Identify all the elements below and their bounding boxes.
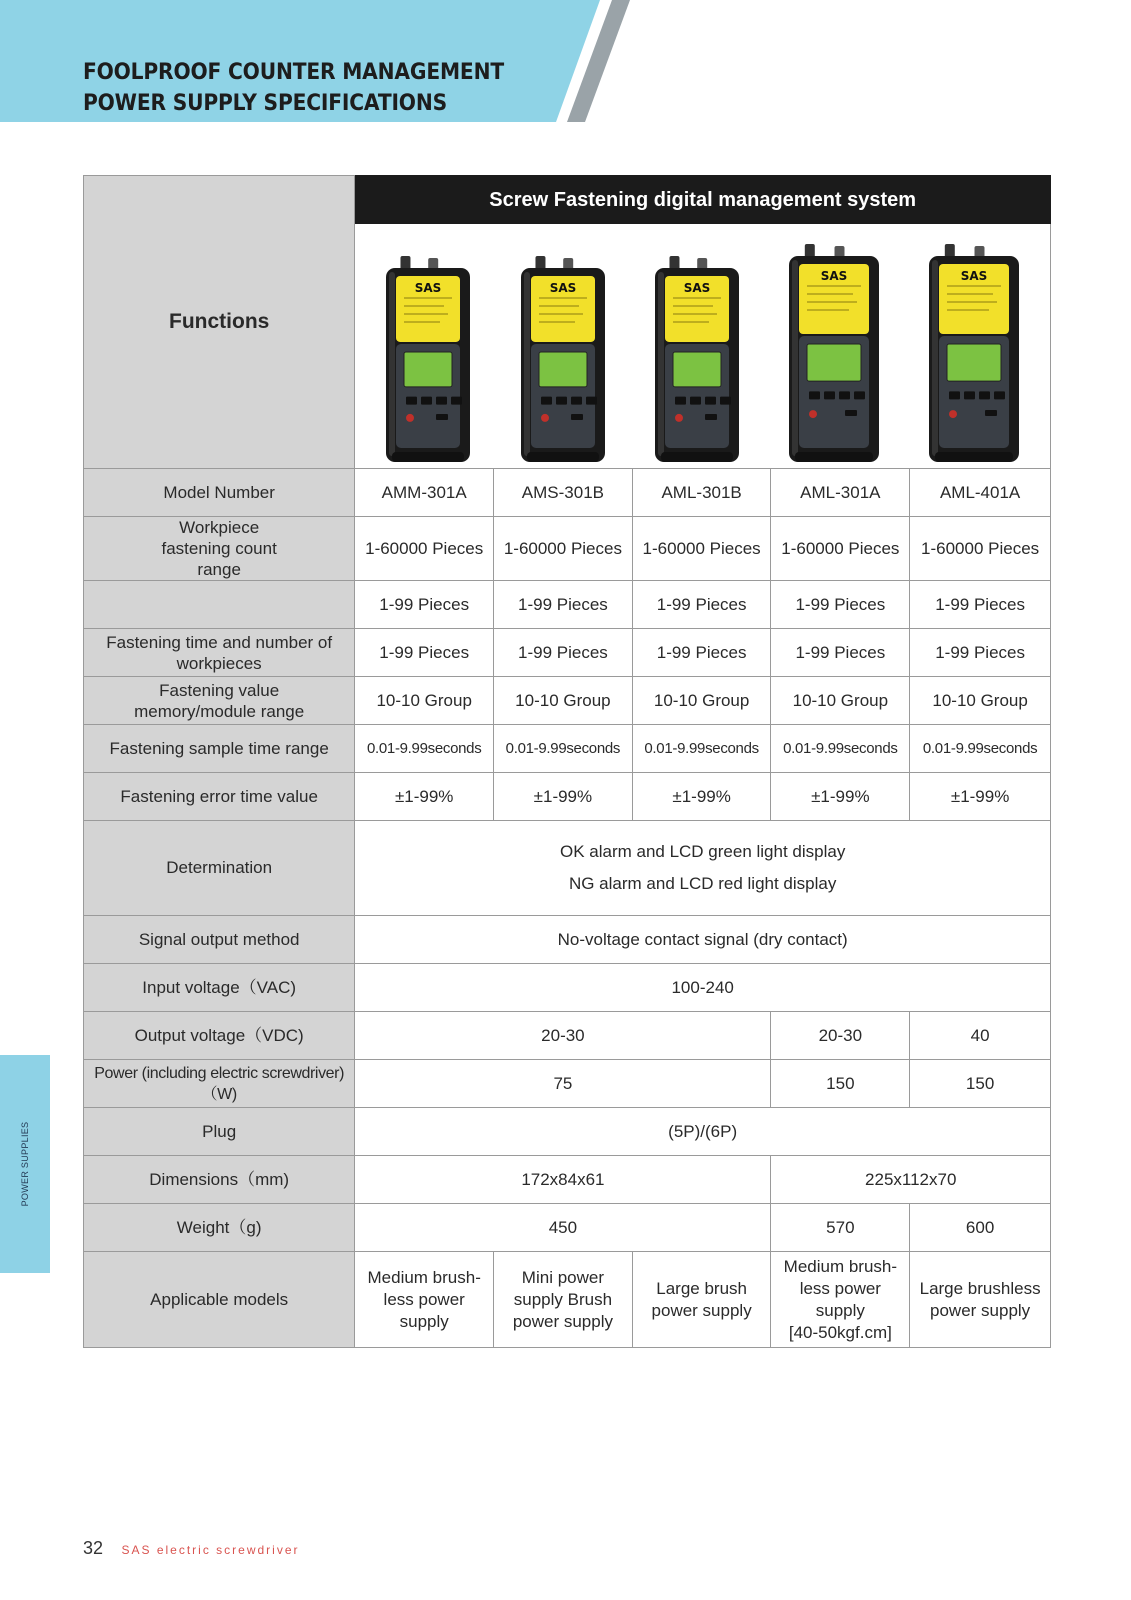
row-label: Dimensions（mm): [84, 1156, 355, 1204]
device-key: [690, 397, 701, 405]
cell-line: Large brush: [656, 1278, 747, 1298]
row-applicable: [84, 1252, 1051, 1348]
cell-line: Large brushless: [919, 1278, 1041, 1298]
cell-line: [40-50kgf.cm]: [788, 1322, 892, 1342]
determination-ng: NG alarm and LCD red light display: [568, 874, 837, 893]
device-base: [935, 452, 1013, 462]
device-key: [586, 397, 597, 405]
cell: 10-10 Group: [355, 677, 494, 725]
power-supply-device: [925, 242, 1023, 468]
row-label: Applicable models: [84, 1252, 355, 1348]
cell: 1-99 Pieces: [910, 581, 1051, 629]
cell: 450: [355, 1204, 771, 1252]
cell: [494, 1252, 633, 1348]
row-label: Fastening error time value: [84, 773, 355, 821]
cell: 570: [771, 1204, 910, 1252]
device-key: [421, 397, 432, 405]
row-signal: [84, 916, 1051, 964]
cell: 40: [910, 1012, 1051, 1060]
device-red-button: [949, 410, 957, 418]
cell: 75: [355, 1060, 771, 1108]
device-lcd: [807, 344, 861, 381]
device-base: [527, 452, 599, 462]
device-side-shade: [932, 260, 938, 456]
device-key: [845, 410, 857, 416]
device-key: [979, 391, 990, 399]
cell-line: power supply: [930, 1300, 1031, 1320]
system-title: Screw Fastening digital management system: [355, 176, 1051, 224]
row-memory: [84, 677, 1051, 725]
product-images: [355, 224, 1051, 469]
row-label: Input voltage（VAC): [84, 964, 355, 1012]
cell: 10-10 Group: [632, 677, 771, 725]
cell: 0.01-9.99seconds: [494, 725, 633, 773]
row-model: [84, 469, 1051, 517]
device-key: [949, 391, 960, 399]
determination-ok: OK alarm and LCD green light display: [559, 842, 846, 861]
cell: 1-99 Pieces: [494, 581, 633, 629]
cell: 0.01-9.99seconds: [355, 725, 494, 773]
cell: 10-10 Group: [771, 677, 910, 725]
power-supply-device: [785, 242, 883, 468]
device-lcd: [673, 352, 721, 387]
cell-line: Medium brush-: [367, 1267, 481, 1287]
row-label: Weight（g): [84, 1204, 355, 1252]
row-sample-time: [84, 725, 1051, 773]
device-base: [795, 452, 873, 462]
cell: 1-99 Pieces: [910, 629, 1051, 677]
device-key: [824, 391, 835, 399]
title-line-2: POWER SUPPLY SPECIFICATIONS: [83, 91, 447, 116]
cell: 600: [910, 1204, 1051, 1252]
cell: 1-99 Pieces: [771, 629, 910, 677]
cell: 1-99 Pieces: [355, 629, 494, 677]
device-key: [964, 391, 975, 399]
cell: AMS-301B: [494, 469, 633, 517]
cell: 20-30: [771, 1012, 910, 1060]
row-label: [84, 581, 355, 629]
cell: 172x84x61: [355, 1156, 771, 1204]
device-side-shade: [792, 260, 798, 456]
device-key: [994, 391, 1005, 399]
row-label: Power (including electric screwdriver)（W): [84, 1060, 355, 1108]
device-key: [720, 397, 731, 405]
device-red-button: [675, 414, 683, 422]
device-key: [436, 397, 447, 405]
device-side-shade: [524, 272, 530, 456]
row-label: Plug: [84, 1108, 355, 1156]
device-red-button: [406, 414, 414, 422]
row-label: Output voltage（VDC): [84, 1012, 355, 1060]
cell-line: Medium brush-: [783, 1256, 898, 1276]
cell: [910, 1252, 1051, 1348]
device-key: [854, 391, 865, 399]
device-key: [556, 397, 567, 405]
cell: 1-60000 Pieces: [494, 517, 633, 581]
functions-label: Functions: [84, 176, 355, 469]
power-supply-device: [651, 254, 743, 468]
device-lcd: [539, 352, 587, 387]
cell: ±1-99%: [771, 773, 910, 821]
device-key: [675, 397, 686, 405]
side-tab: [0, 1055, 50, 1273]
cell: 1-60000 Pieces: [632, 517, 771, 581]
cell: 1-99 Pieces: [632, 581, 771, 629]
spec-table: [83, 175, 1051, 1348]
device-base: [661, 452, 733, 462]
cell: [771, 1252, 910, 1348]
device-key: [436, 414, 448, 420]
footer-brand: SAS electric screwdriver: [121, 1543, 300, 1557]
row-dimensions: [84, 1156, 1051, 1204]
row-pieces: [84, 581, 1051, 629]
cell: 150: [910, 1060, 1051, 1108]
device-brand-text: SAS: [960, 269, 988, 283]
cell-line: less power supply: [383, 1289, 465, 1331]
page-title: [83, 57, 504, 119]
cell: 20-30: [355, 1012, 771, 1060]
row-label: Signal output method: [84, 916, 355, 964]
device-red-button: [541, 414, 549, 422]
cell: AML-401A: [910, 469, 1051, 517]
device-key: [809, 391, 820, 399]
cell: 0.01-9.99seconds: [771, 725, 910, 773]
cell: (5P)/(6P): [355, 1108, 1051, 1156]
cell: ±1-99%: [632, 773, 771, 821]
cell-line: less power supply: [799, 1278, 881, 1320]
cell: No-voltage contact signal (dry contact): [355, 916, 1051, 964]
device-brand-text: SAS: [549, 281, 576, 295]
device-key: [985, 410, 997, 416]
cell-line: power supply: [651, 1300, 752, 1320]
row-weight: [84, 1204, 1051, 1252]
row-label: Determination: [84, 821, 355, 916]
row-label: Fastening time and number of workpieces: [84, 629, 355, 677]
title-line-1: FOOLPROOF COUNTER MANAGEMENT: [83, 60, 504, 85]
cell: [355, 1252, 494, 1348]
row-label: Model Number: [84, 469, 355, 517]
cell: 225x112x70: [771, 1156, 1051, 1204]
cell-line: power supply: [512, 1311, 613, 1331]
device-key: [705, 414, 717, 420]
row-time-number: [84, 629, 1051, 677]
row-input-voltage: [84, 964, 1051, 1012]
device-base: [392, 452, 464, 462]
cell: 10-10 Group: [494, 677, 633, 725]
cell: ±1-99%: [355, 773, 494, 821]
row-count-range: [84, 517, 1051, 581]
power-supply-device: [517, 254, 609, 468]
cell: 1-99 Pieces: [771, 581, 910, 629]
row-power: [84, 1060, 1051, 1108]
device-key: [451, 397, 462, 405]
cell: [632, 1252, 771, 1348]
cell: AMM-301A: [355, 469, 494, 517]
cell: 1-99 Pieces: [632, 629, 771, 677]
cell: ±1-99%: [494, 773, 633, 821]
cell: ±1-99%: [910, 773, 1051, 821]
row-label: Fastening sample time range: [84, 725, 355, 773]
row-determination: [84, 821, 1051, 916]
page-number: 32: [83, 1538, 104, 1558]
device-key: [406, 397, 417, 405]
device-side-shade: [389, 272, 395, 456]
cell: 0.01-9.99seconds: [910, 725, 1051, 773]
cell: 1-60000 Pieces: [355, 517, 494, 581]
device-key: [541, 397, 552, 405]
cell-line: supply Brush: [513, 1289, 613, 1309]
device-side-shade: [658, 272, 664, 456]
cell: AML-301A: [771, 469, 910, 517]
device-key: [571, 414, 583, 420]
row-output-voltage: [84, 1012, 1051, 1060]
row-label: Fastening value memory/module range: [84, 677, 355, 725]
cell-line: Mini power: [521, 1267, 604, 1287]
row-error-time: [84, 773, 1051, 821]
cell: 1-60000 Pieces: [910, 517, 1051, 581]
cell: 150: [771, 1060, 910, 1108]
power-supply-device: [382, 254, 474, 468]
cell: 10-10 Group: [910, 677, 1051, 725]
device-key: [705, 397, 716, 405]
footer: [83, 1538, 300, 1559]
row-label: Workpiece fastening count range: [84, 517, 355, 581]
side-tab-label: POWER SUPPLIES: [20, 1121, 30, 1207]
cell: 100-240: [355, 964, 1051, 1012]
device-key: [571, 397, 582, 405]
device-red-button: [809, 410, 817, 418]
device-brand-text: SAS: [415, 281, 442, 295]
device-lcd: [404, 352, 452, 387]
cell: 1-99 Pieces: [494, 629, 633, 677]
cell: 0.01-9.99seconds: [632, 725, 771, 773]
device-brand-text: SAS: [683, 281, 710, 295]
device-brand-text: SAS: [820, 269, 848, 283]
determination-cell: [355, 821, 1051, 916]
cell: AML-301B: [632, 469, 771, 517]
row-plug: [84, 1108, 1051, 1156]
cell: 1-60000 Pieces: [771, 517, 910, 581]
device-lcd: [947, 344, 1001, 381]
cell: 1-99 Pieces: [355, 581, 494, 629]
device-key: [839, 391, 850, 399]
